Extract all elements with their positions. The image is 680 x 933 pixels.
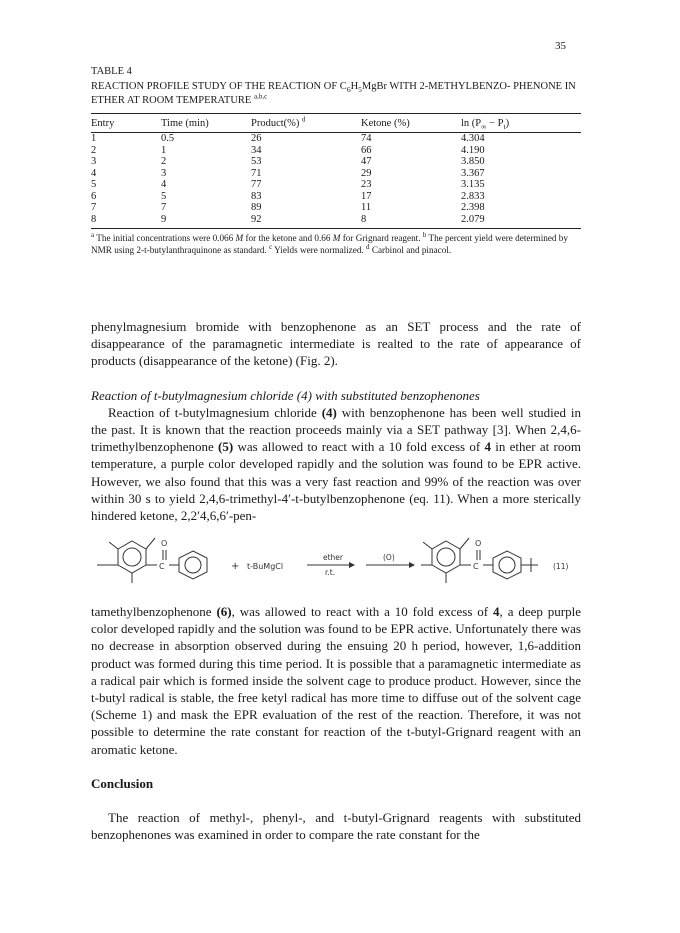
table-label: TABLE 4 <box>91 66 132 77</box>
cell-time: 9 <box>161 214 251 229</box>
cell-product: 71 <box>251 167 262 179</box>
paragraph-2: Reaction of t-butylmagnesium chloride (4) with benzophenone has been well studied in the past. It is known that the reaction proceeds mainly via a SET pathway [3]. When 2,4,6-trimethylbenzophenone (5) was allowed to react with a 10 fold excess of 4 in ether at room temperature, a purple color developed rapidly and the solution was found to be EPR active. However, we also found that this was a very fast reaction and 99% of the reaction was over within 30 s to yield 2,4,6-trimethyl-4′-t-butylbenzophenone (eq. 11). When a more sterically hindered ketone, 2,2′4,6,6′-pen- <box>91 404 582 524</box>
condition-temperature: r.t. <box>325 568 336 577</box>
table-row <box>91 133 581 145</box>
reaction-scheme <box>91 515 581 600</box>
cell-product: 26 <box>251 133 262 144</box>
table-row <box>91 214 581 229</box>
cell-ketone: 8 <box>361 214 461 229</box>
cell-ln: 2.079 <box>461 214 581 229</box>
cell-time: 7 <box>161 202 167 213</box>
cell-ketone: 29 <box>361 167 372 179</box>
cell-entry: 6 <box>91 190 97 202</box>
cell-entry: 1 <box>91 133 97 144</box>
table-header-row <box>91 114 581 133</box>
cell-entry: 5 <box>91 179 97 190</box>
cell-product: 53 <box>251 156 262 167</box>
paragraph-1: phenylmagnesium bromide with benzophenone as an SET process and the rate of disappearance of the paramagnetic intermediate is realted to the rate of appearance of products (disappearance of the ketone) (Fig. 2). <box>91 319 581 369</box>
carbonyl-oxygen-right: O <box>475 539 482 548</box>
cell-entry: 2 <box>91 144 97 156</box>
carbonyl-carbon-right: C <box>473 562 479 571</box>
cell-ketone: 11 <box>361 202 372 213</box>
cell-entry: 8 <box>91 214 161 229</box>
section-subheading: Reaction of t-butylmagnesium chloride (4) with substituted benzophenones <box>91 387 480 403</box>
paragraph-3: tamethylbenzophenone (6), was allowed to react with a 10 fold excess of 4, a deep purple color developed rapidly and the solution was found to be EPR active. Unfortunately there was no decrease in absorption observed during the ensuing 20 h period, however, 1,6-addition product was formed during this time period. It is possible that a paramagnetic intermediate as a radical pair which is formed inside the solvent cage to produce product. However, since the t-butyl radical is stable, the free ketyl radical has more time to diffuse out of the solvent cage (Scheme 1) and mask the EPR evaluation of the rest of the reaction. Therefore, it was not possible to determine the rate constant for reaction of the t-butyl-Grignard reagent with an aromatic ketone. <box>91 604 581 757</box>
tbutyl-phenyl-ring-right <box>493 551 538 579</box>
cell-time: 0.5 <box>161 133 175 144</box>
header-ketone: Ketone (%) <box>361 114 461 133</box>
carbonyl-oxygen-left: O <box>161 539 168 548</box>
reaction-arrowhead-2 <box>409 562 415 568</box>
cell-time: 5 <box>161 190 167 202</box>
cell-ketone: 47 <box>361 156 372 167</box>
body-text-upper <box>91 318 581 524</box>
page-number: 35 <box>555 40 566 52</box>
cell-ln: 4.190 <box>461 144 485 156</box>
table-4 <box>91 66 581 256</box>
paragraph-4: The reaction of methyl-, phenyl-, and t-butyl-Grignard reagents with substituted benzophenones was examined in order to compare the rate constant for the <box>91 810 581 843</box>
cell-time: 3 <box>161 167 167 179</box>
cell-product: 77 <box>251 179 262 190</box>
header-time: Time (min) <box>161 114 251 133</box>
table-row <box>91 202 581 214</box>
equation-11 <box>91 515 581 600</box>
cell-ln: 3.135 <box>461 179 485 190</box>
cell-ketone: 17 <box>361 190 372 202</box>
table-caption: REACTION PROFILE STUDY OF THE REACTION OF $C_6H_5MgBr$ WITH 2-METHYLBENZO- PHENONE IN ETHER AT ROOM TEMPERATURE $^{a,b,c}$ <box>91 81 576 106</box>
mesityl-ring-right <box>421 538 469 583</box>
table-row <box>91 145 581 157</box>
phenyl-ring-left <box>179 551 207 579</box>
header-ln: $\ln (P_\infty - P_t)$ <box>461 114 581 133</box>
cell-time: 2 <box>161 156 167 167</box>
cell-product: 89 <box>251 202 262 213</box>
reaction-arrowhead-1 <box>349 562 355 568</box>
cell-ln: 4.304 <box>461 133 485 144</box>
header-product: Product(%) $^d$ <box>251 114 361 133</box>
mesityl-ring-left <box>97 538 155 583</box>
cell-ln: 3.367 <box>461 167 485 179</box>
table-footnote: $^a$ The initial concentrations were 0.066 M for the ketone and 0.66 M for Grignard reagent. $^b$ The percent yield were determined by NMR using 2-t-butylanthraquinone as standard. $^c$ Yields were normalized. $^d$ Carbinol and pinacol. <box>91 230 568 255</box>
condition-solvent: ether <box>323 553 344 562</box>
table-body <box>91 133 581 229</box>
cell-entry: 7 <box>91 202 97 213</box>
cell-ln: 2.398 <box>461 202 485 213</box>
cell-entry: 4 <box>91 167 97 179</box>
body-text-lower <box>91 603 581 843</box>
cell-ln: 3.850 <box>461 156 485 167</box>
cell-time: 4 <box>161 179 167 190</box>
cell-ketone: 74 <box>361 133 372 144</box>
data-table <box>91 113 581 229</box>
header-entry: Entry <box>91 114 161 133</box>
plus-sign: + <box>231 561 240 572</box>
table-row <box>91 156 581 168</box>
table-row <box>91 191 581 203</box>
table-row <box>91 179 581 191</box>
oxidant-label: (O) <box>383 553 395 562</box>
cell-product: 92 <box>251 214 361 229</box>
cell-ln: 2.833 <box>461 190 485 202</box>
cell-ketone: 23 <box>361 179 372 190</box>
conclusion-heading: Conclusion <box>91 775 154 791</box>
cell-entry: 3 <box>91 156 97 167</box>
carbonyl-carbon-left: C <box>159 562 165 571</box>
cell-product: 34 <box>251 144 262 156</box>
reagent-label: t-BuMgCl <box>247 562 284 571</box>
equation-number: (11) <box>553 562 569 571</box>
cell-product: 83 <box>251 190 262 202</box>
table-row <box>91 168 581 180</box>
cell-ketone: 66 <box>361 144 372 156</box>
cell-time: 1 <box>161 144 167 156</box>
